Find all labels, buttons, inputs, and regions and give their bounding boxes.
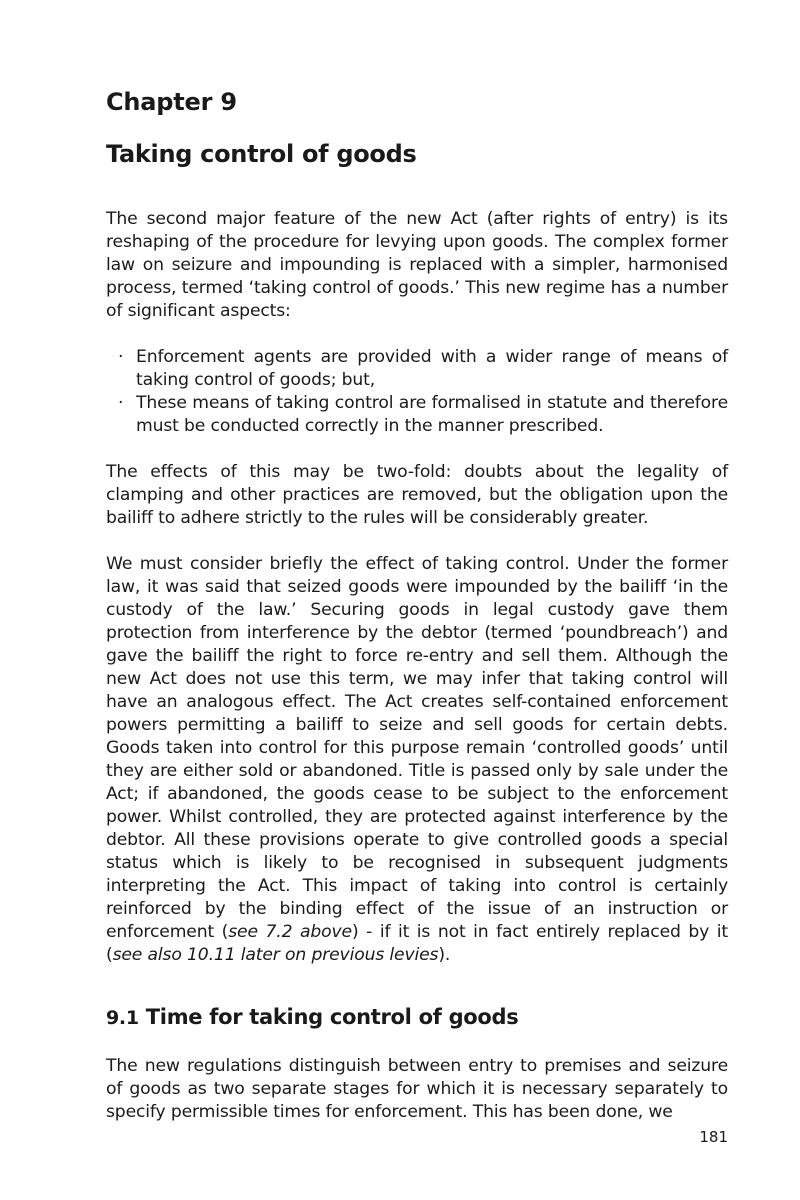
cross-reference: see 7.2 above — [228, 922, 352, 942]
chapter-title: Taking control of goods — [106, 140, 417, 168]
list-item — [106, 392, 728, 438]
bullet-icon: · — [118, 347, 124, 367]
list-item-text: Enforcement agents are provided with a wider range of means of taking control of goods; but, — [136, 347, 728, 390]
aspects-list — [106, 346, 728, 438]
section-heading — [106, 1005, 519, 1029]
paragraph-text: ). — [438, 945, 451, 965]
paragraph-text: We must consider briefly the effect of taking control. Under the former law, it was said that seized goods were impounded by the bailiff ‘in the custody of the law.’ Securing goods in legal custody gave them protection from interference by the debtor (termed ‘poundbreach’) and gave the bailiff the right to force re-entry and sell them. Although the new Act does not use this term, we may infer that taking control will have an analogous effect. The Act creates self-contained enforcement powers permitting a bailiff to seize and sell goods for certain debts. Goods taken into control for this purpose remain ‘controlled goods’ until they are either sold or abandoned. Title is passed only by sale under the Act; if abandoned, the goods cease to be subject to the enforcement power. Whilst controlled, they are protected against interference by the debtor. All these provisions operate to give controlled goods a special status which is likely to be recognised in subsequent judgments interpreting the Act. This impact of taking into control is certainly reinforced by the binding effect of the issue of an instruction or enforcement ( — [106, 554, 728, 942]
page-number: 181 — [699, 1128, 728, 1146]
cross-reference: see also 10.11 later on previous levies — [112, 945, 439, 965]
section-number: 9.1 — [106, 1007, 139, 1029]
intro-paragraph: The second major feature of the new Act (after rights of entry) is its reshaping of the procedure for levying upon goods. The complex former law on seizure and impounding is replaced with a simpler, harmonised process, termed ‘taking control of goods.’ This new regime has a number of significant aspects: — [106, 209, 728, 321]
taking-control-effect-paragraph — [106, 553, 728, 967]
section-title: Time for taking control of goods — [145, 1005, 519, 1029]
chapter-label: Chapter 9 — [106, 88, 237, 116]
bullet-icon: · — [118, 393, 124, 413]
list-item — [106, 346, 728, 392]
list-item-text: These means of taking control are formalised in statute and therefore must be conducted correctly in the manner prescribed. — [136, 393, 728, 436]
section-paragraph: The new regulations distinguish between entry to premises and seizure of goods as two separate stages for which it is necessary separately to specify permissible times for enforcement. This has been done, we — [106, 1056, 728, 1122]
paragraph-text: ) - if it is not in fact entirely replaced by it ( — [106, 922, 728, 965]
effects-paragraph: The effects of this may be two-fold: doubts about the legality of clamping and other practices are removed, but the obligation upon the bailiff to adhere strictly to the rules will be considerably greater. — [106, 462, 728, 528]
